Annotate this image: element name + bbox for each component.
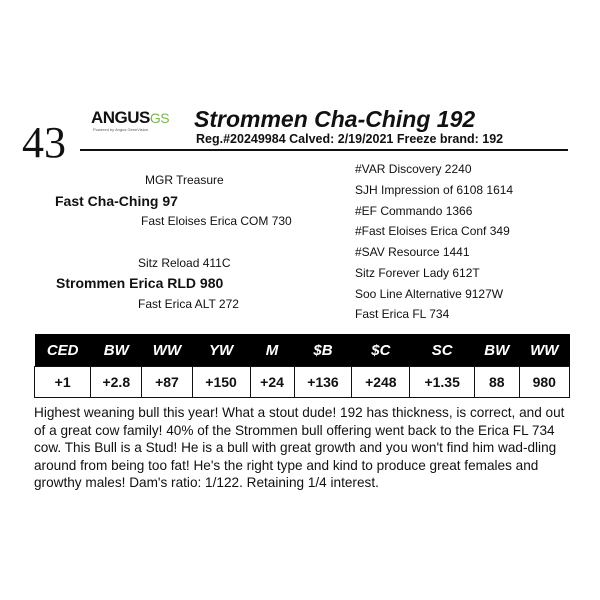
epd-header-bw: BW [91, 334, 142, 367]
logo-accent: GS [149, 110, 170, 126]
pedigree-right-1: SJH Impression of 6108 1614 [355, 183, 514, 197]
epd-value-b-index: +136 [294, 367, 352, 398]
pedigree-sire-sire: MGR Treasure [145, 173, 224, 187]
angus-gs-logo [91, 109, 183, 145]
epd-header-actual-ww: WW [519, 334, 569, 367]
pedigree-right-0: #VAR Discovery 2240 [355, 162, 472, 176]
pedigree-right-7: Fast Erica FL 734 [355, 307, 450, 321]
epd-header-ced: CED [35, 334, 91, 367]
epd-header-ww: WW [142, 334, 192, 367]
epd-value-ww: +87 [142, 367, 192, 398]
pedigree-dam: Strommen Erica RLD 980 [56, 275, 224, 291]
epd-header-m: M [250, 334, 294, 367]
epd-value-bw: +2.8 [91, 367, 142, 398]
epd-value-row [35, 367, 570, 398]
epd-value-yw: +150 [192, 367, 250, 398]
logo-wordmark: ANGUS [91, 108, 150, 127]
epd-header-b-index: $B [294, 334, 352, 367]
lot-number: 43 [22, 118, 66, 167]
epd-header-yw: YW [192, 334, 250, 367]
epd-header-sc: SC [410, 334, 475, 367]
pedigree-right-5: Sitz Forever Lady 612T [355, 266, 480, 280]
epd-value-m: +24 [250, 367, 294, 398]
epd-header-row [35, 334, 570, 367]
epd-value-c-index: +248 [352, 367, 410, 398]
pedigree-right-3: #Fast Eloises Erica Conf 349 [355, 224, 510, 238]
epd-value-sc: +1.35 [410, 367, 475, 398]
epd-table [34, 334, 570, 398]
epd-header-c-index: $C [352, 334, 410, 367]
registration-line: Reg.#20249984 Calved: 2/19/2021 Freeze brand: 192 [196, 132, 504, 146]
header-divider [80, 149, 568, 151]
pedigree-right-4: #SAV Resource 1441 [355, 245, 470, 259]
epd-header-actual-bw: BW [475, 334, 519, 367]
pedigree-right-2: #EF Commando 1366 [355, 204, 473, 218]
logo-tagline: Powered by Angus GeneVision [93, 127, 149, 132]
lot-description: Highest weaning bull this year! What a stout dude! 192 has thickness, is correct, and out of a great cow family! 40% of the Strommen bull offering went back to the Erica FL 734 cow. This Bull is a Stud! He is a bull with great growth and you won't find him wad-dling around from being too fat! He's the right type and kind to produce great females and growthy males! Dam's ratio: 1/122. Retaining 1/4 interest. [34, 405, 565, 491]
pedigree-sire-dam: Fast Eloises Erica COM 730 [141, 214, 292, 228]
pedigree-dam-dam: Fast Erica ALT 272 [138, 297, 239, 311]
epd-value-actual-ww: 980 [519, 367, 569, 398]
animal-name: Strommen Cha-Ching 192 [194, 106, 476, 132]
epd-value-ced: +1 [35, 367, 91, 398]
pedigree-dam-sire: Sitz Reload 411C [138, 256, 231, 270]
pedigree-sire: Fast Cha-Ching 97 [55, 193, 178, 209]
pedigree-right-6: Soo Line Alternative 9127W [355, 287, 504, 301]
epd-value-actual-bw: 88 [475, 367, 519, 398]
